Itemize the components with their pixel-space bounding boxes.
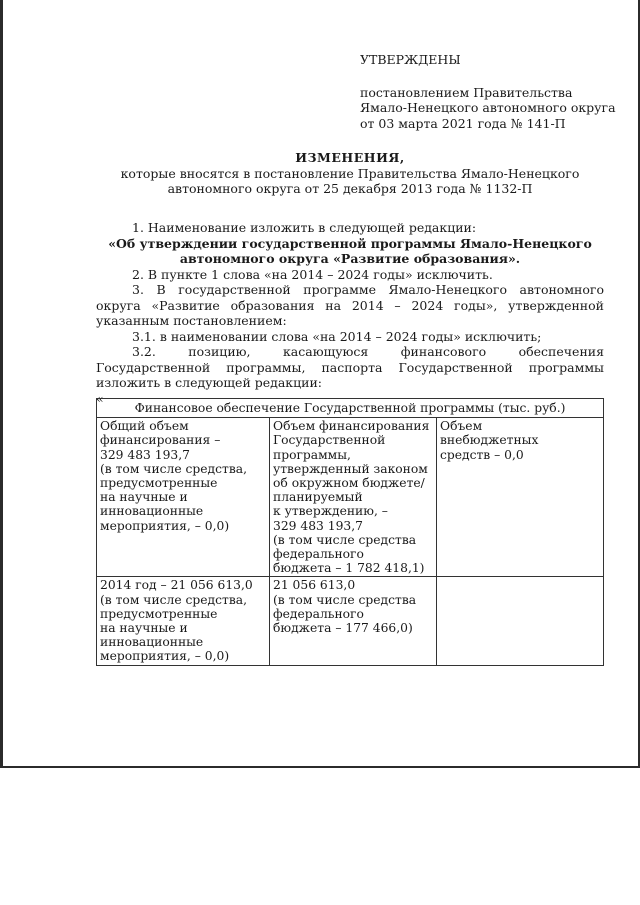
cell-line: 329 483 193,7	[273, 518, 363, 533]
cell-line: федерального	[273, 606, 364, 621]
approval-line: постановлением Правительства	[360, 84, 573, 100]
cell-line: бюджета – 1 782 418,1)	[273, 561, 425, 576]
cell-line: планируемый	[273, 490, 363, 505]
page-bottom-edge	[0, 766, 640, 768]
financing-table	[96, 398, 604, 666]
table-cell-year-2014	[97, 577, 270, 665]
cell-line: (в том числе средства,	[100, 592, 247, 607]
cell-line: утвержденный законом	[273, 461, 428, 476]
cell-line: бюджета – 177 466,0)	[273, 621, 413, 636]
cell-line: инновационные	[100, 504, 204, 519]
cell-line: Объем	[440, 419, 483, 434]
cell-line: (в том числе средства,	[100, 461, 247, 476]
document-heading	[96, 150, 604, 197]
cell-line: программы,	[273, 447, 351, 462]
table-cell-year-2014-program	[270, 577, 437, 665]
paragraph-2: 2. В пункте 1 слова «на 2014 – 2024 годы» исключить.	[132, 266, 493, 282]
table-cell-total	[97, 418, 270, 577]
cell-line: 2014 год – 21 056 613,0	[100, 578, 253, 593]
approval-title: УТВЕРЖДЕНЫ	[360, 52, 461, 67]
table-header: Финансовое обеспечение Государственной программы (тыс. руб.)	[97, 399, 604, 418]
cell-line: об окружном бюджете/	[273, 476, 425, 491]
cell-line: предусмотренные	[100, 606, 218, 621]
cell-line: средств – 0,0	[440, 447, 524, 462]
cell-line: мероприятия, – 0,0)	[100, 518, 230, 533]
heading-line: автономного округа от 25 декабря 2013 года № 1132-П	[167, 181, 533, 196]
scan-edge-left	[0, 0, 3, 768]
cell-line: (в том числе средства	[273, 532, 417, 547]
paragraph-3-1: 3.1. в наименовании слова «на 2014 – 2024 годы» исключить;	[132, 328, 542, 344]
cell-line: инновационные	[100, 635, 204, 650]
cell-line: Общий объем	[100, 419, 189, 434]
paragraph-3-2: 3.2. позицию, касающуюся финансового обеспечения Государственной программы, паспорта Государственной программы изложить в следующей редакции:	[96, 344, 604, 390]
cell-line: 21 056 613,0	[273, 578, 356, 593]
table-row	[97, 577, 604, 665]
cell-line: на научные и	[100, 621, 188, 636]
paragraph-1: 1. Наименование изложить в следующей редакции:	[132, 220, 477, 235]
document-body	[96, 220, 604, 406]
cell-line: предусмотренные	[100, 476, 218, 491]
table-cell-year-2014-extrabudget	[437, 577, 604, 665]
approval-line: Ямало-Ненецкого автономного округа	[360, 100, 616, 115]
table-row	[97, 418, 604, 577]
opening-quote: «	[96, 390, 104, 406]
table-cell-program	[270, 418, 437, 577]
heading-title: ИЗМЕНЕНИЯ,	[295, 150, 405, 165]
cell-line: Государственной	[273, 433, 386, 448]
cell-line: финансирования –	[100, 433, 221, 448]
cell-line: внебюджетных	[440, 433, 539, 448]
heading-line: которые вносятся в постановление Правительства Ямало-Ненецкого	[120, 165, 580, 181]
cell-line: 329 483 193,7	[100, 447, 190, 462]
approval-line: от 03 марта 2021 года № 141-П	[360, 115, 566, 131]
cell-line: Объем финансирования	[273, 419, 430, 434]
cell-line: мероприятия, – 0,0)	[100, 649, 230, 664]
paragraph-1-title: «Об утверждении государственной программы Ямало-Ненецкого автономного округа «Развитие образования».	[108, 235, 592, 266]
paragraph-3: 3. В государственной программе Ямало-Ненецкого автономного округа «Развитие образования на 2014 – 2024 годы», утвержденной указанным постановлением:	[96, 282, 604, 328]
cell-line: на научные и	[100, 490, 188, 505]
cell-line: федерального	[273, 547, 364, 562]
cell-line: (в том числе средства	[273, 592, 417, 607]
table-cell-extrabudget	[437, 418, 604, 577]
cell-line: к утверждению, –	[273, 504, 388, 519]
approval-block	[360, 52, 620, 131]
